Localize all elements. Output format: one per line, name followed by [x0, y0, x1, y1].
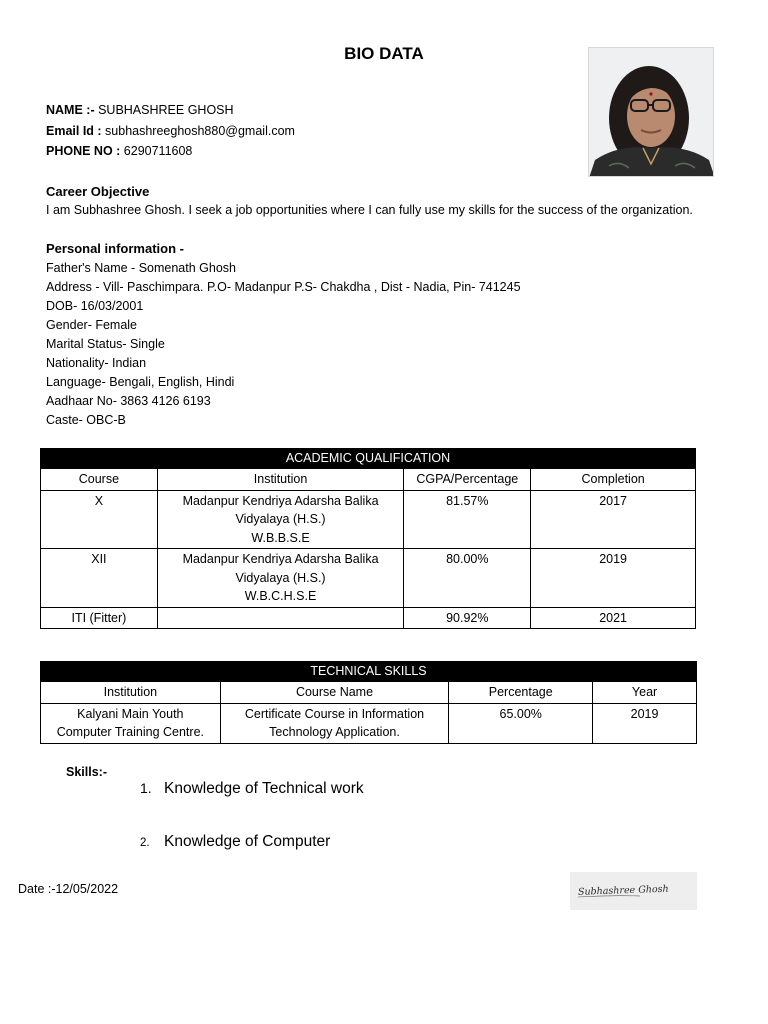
- page-title: BIO DATA: [344, 44, 424, 63]
- score-cell: 90.92%: [404, 607, 531, 629]
- academic-heading: ACADEMIC QUALIFICATION: [41, 449, 696, 469]
- institution-line: Vidyalaya (H.S.): [235, 570, 326, 585]
- course-name-line: Certificate Course in Information: [244, 706, 425, 721]
- personal-info-line: Marital Status- Single: [46, 337, 165, 351]
- column-header: Completion: [531, 469, 696, 491]
- name-line: [46, 101, 234, 120]
- skill-text: Knowledge of Technical work: [164, 780, 364, 797]
- career-objective-text: I am Subhashree Ghosh. I seek a job opportunities where I can fully use my skills for the success of the organization.: [46, 203, 693, 217]
- career-objective-heading: Career Objective: [46, 184, 150, 199]
- year-cell: 2019: [593, 703, 697, 743]
- personal-info-line: DOB- 16/03/2001: [46, 299, 144, 313]
- table-row: [41, 607, 696, 629]
- skill-number: 1.: [140, 780, 152, 796]
- table-row: [41, 490, 696, 549]
- column-header: Percentage: [449, 682, 593, 704]
- email-label: Email Id :: [46, 124, 102, 138]
- column-header: Course: [41, 469, 158, 491]
- profile-photo: [588, 47, 714, 177]
- table-row: [41, 549, 696, 608]
- column-header: Institution: [157, 469, 404, 491]
- personal-info-line: Address - Vill- Paschimpara. P.O- Madanpur P.S- Chakdha , Dist - Nadia, Pin- 741245: [46, 280, 521, 294]
- institution-line: Vidyalaya (H.S.): [235, 512, 326, 526]
- name-label: NAME :-: [46, 103, 95, 117]
- column-header: Course Name: [220, 682, 449, 704]
- academic-qualification-table: [40, 448, 696, 629]
- course-cell: XII: [41, 549, 158, 608]
- institution-line: Madanpur Kendriya Adarsha Balika: [182, 552, 379, 566]
- phone-label: PHONE NO :: [46, 144, 121, 158]
- institution-line: W.B.B.S.E: [251, 530, 310, 545]
- course-cell: ITI (Fitter): [41, 607, 158, 629]
- personal-info-line: Aadhaar No- 3863 4126 6193: [46, 394, 211, 408]
- personal-info-line: Gender- Female: [46, 318, 138, 332]
- signature-image: [570, 872, 697, 910]
- completion-cell: 2021: [531, 607, 696, 629]
- personal-info-line: Language- Bengali, English, Hindi: [46, 375, 235, 389]
- skill-item: [140, 833, 330, 851]
- institution-cell: [157, 490, 404, 549]
- table-header-bar: [41, 662, 697, 682]
- skills-heading: Skills:-: [66, 765, 107, 779]
- technical-skills-table: [40, 661, 697, 744]
- personal-info-line: Caste- OBC-B: [46, 413, 126, 427]
- skill-item: [140, 780, 364, 798]
- email-value: subhashreeghosh880@gmail.com: [101, 124, 295, 138]
- column-header: Year: [593, 682, 697, 704]
- column-header: CGPA/Percentage: [404, 469, 531, 491]
- course-cell: X: [41, 490, 158, 549]
- course-name-line: Technology Application.: [269, 725, 400, 739]
- email-line: [46, 122, 295, 141]
- phone-value: 6290711608: [120, 144, 193, 158]
- signature-icon: [570, 872, 697, 910]
- institution-cell: [41, 703, 221, 743]
- table-header-row: [41, 469, 696, 491]
- institution-line: Kalyani Main Youth: [77, 706, 184, 721]
- column-header: Institution: [41, 682, 221, 704]
- skill-text: Knowledge of Computer: [164, 833, 331, 850]
- phone-line: [46, 142, 192, 161]
- course-name-cell: [220, 703, 449, 743]
- percentage-cell: 65.00%: [449, 703, 593, 743]
- personal-info-list: [46, 259, 521, 430]
- personal-info-line: Nationality- Indian: [46, 356, 147, 370]
- signature-text: Subhashree Ghosh: [577, 883, 669, 898]
- table-header-bar: [41, 449, 696, 469]
- institution-cell: [157, 549, 404, 608]
- skill-number: 2.: [140, 837, 150, 849]
- completion-cell: 2017: [531, 490, 696, 549]
- technical-heading: TECHNICAL SKILLS: [41, 662, 697, 682]
- score-cell: 80.00%: [404, 549, 531, 608]
- person-photo-icon: [589, 48, 714, 177]
- personal-info-line: Father's Name - Somenath Ghosh: [46, 261, 236, 275]
- institution-cell: [157, 607, 404, 629]
- completion-cell: 2019: [531, 549, 696, 608]
- name-value: SUBHASHREE GHOSH: [94, 103, 234, 117]
- date-line: Date :-12/05/2022: [18, 882, 119, 896]
- institution-line: Computer Training Centre.: [56, 725, 204, 739]
- institution-line: W.B.C.H.S.E: [244, 589, 317, 603]
- table-row: [41, 703, 697, 743]
- table-header-row: [41, 682, 697, 704]
- personal-info-heading: Personal information -: [46, 241, 184, 256]
- score-cell: 81.57%: [404, 490, 531, 549]
- institution-line: Madanpur Kendriya Adarsha Balika: [182, 493, 379, 508]
